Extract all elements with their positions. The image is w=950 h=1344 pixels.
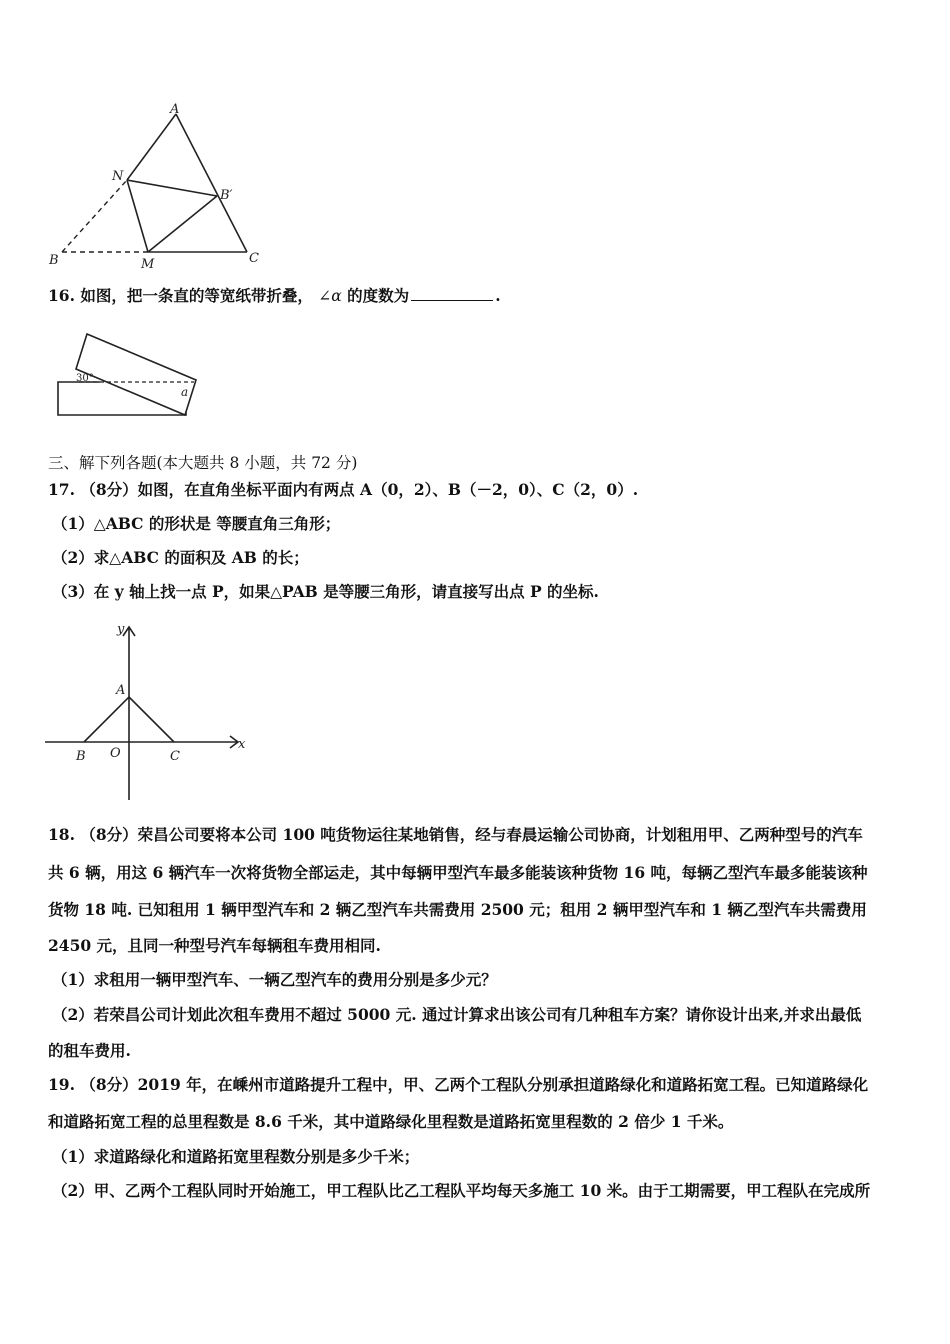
question-17-part-3: （3）在 y 轴上找一点 P，如果△PAB 是等腰三角形，请直接写出点 P 的坐标. <box>52 582 599 601</box>
label-N: N <box>112 169 124 184</box>
question-18-part-2a: （2）若荣昌公司计划此次租车费用不超过 5000 元. 通过计算求出该公司有几种租车方案？请你设计出来,并求出最低 <box>52 1005 862 1024</box>
question-17-part-1: （1）△ABC 的形状是 等腰直角三角形； <box>52 514 341 533</box>
x-axis-label: x <box>238 737 246 752</box>
segment-AC <box>129 697 174 742</box>
folded-strip-figure <box>52 322 202 422</box>
question-19-part-2: （2）甲、乙两个工程队同时开始施工，甲工程队比乙工程队平均每天多施工 10 米。由于工期需要，甲工程队在完成所 <box>52 1181 871 1200</box>
segment-NB-prime <box>127 180 217 196</box>
answer-blank <box>411 286 493 301</box>
question-16-text-after: 的度数为 <box>347 286 410 305</box>
label-A: A <box>170 102 180 117</box>
dashed-segment-BN <box>62 180 127 252</box>
folded-strip <box>76 334 196 415</box>
question-17-part-2: （2）求△ABC 的面积及 AB 的长； <box>52 548 309 567</box>
label-C: C <box>170 749 180 764</box>
angle-symbol: ∠ <box>318 287 332 305</box>
label-B: B <box>76 749 86 764</box>
angle-30-label: 30° <box>76 373 94 384</box>
alpha-label: a <box>181 385 189 399</box>
segment-AB <box>84 697 129 742</box>
label-B-prime: B′ <box>220 188 233 203</box>
segment-NM <box>127 180 148 252</box>
y-axis-label: y <box>117 622 125 637</box>
question-16-number: 16. <box>48 286 75 305</box>
coordinate-plane-figure <box>40 615 255 805</box>
segment-AN <box>127 114 176 180</box>
segment-MB-prime <box>148 196 217 252</box>
triangle-fold-figure <box>40 100 270 275</box>
question-16-end: . <box>495 286 501 305</box>
label-A: A <box>116 683 126 698</box>
label-B: B <box>49 253 59 268</box>
question-18-line-2: 共 6 辆，用这 6 辆汽车一次将货物全部运走，其中每辆甲型汽车最多能装该种货物 16 吨，每辆乙型汽车最多能装该种 <box>48 863 868 882</box>
question-18-part-2b: 的租车费用. <box>48 1041 131 1060</box>
question-17-stem: 17. （8分）如图，在直角坐标平面内有两点 A（0，2）、B（－2，0）、C（2，0）. <box>48 480 639 499</box>
question-16 <box>48 286 501 306</box>
question-16-text-before: 如图，把一条直的等宽纸带折叠， <box>80 286 313 305</box>
question-18-line-4: 2450 元，且同一种型号汽车每辆租车费用相同. <box>48 936 381 955</box>
alpha-symbol: α <box>331 287 342 305</box>
section-3-heading: 三、解下列各题(本大题共 8 小题，共 72 分) <box>48 454 358 472</box>
question-18-part-1: （1）求租用一辆甲型汽车、一辆乙型汽车的费用分别是多少元？ <box>52 970 497 989</box>
question-19-part-1: （1）求道路绿化和道路拓宽里程数分别是多少千米； <box>52 1147 420 1166</box>
question-19-line-2: 和道路拓宽工程的总里程数是 8.6 千米，其中道路绿化里程数是道路拓宽里程数的 2 倍少 1 千米。 <box>48 1112 734 1131</box>
label-C: C <box>249 251 259 266</box>
label-M: M <box>141 257 155 272</box>
segment-AC <box>176 114 247 252</box>
question-19-line-1: 19. （8分）2019 年，在嵊州市道路提升工程中，甲、乙两个工程队分别承担道路绿化和道路拓宽工程。已知道路绿化 <box>48 1075 869 1094</box>
label-O: O <box>110 746 121 761</box>
question-18-line-3: 货物 18 吨. 已知租用 1 辆甲型汽车和 2 辆乙型汽车共需费用 2500 元；租用 2 辆甲型汽车和 1 辆乙型汽车共需费用 <box>48 900 867 919</box>
question-18-line-1: 18. （8分）荣昌公司要将本公司 100 吨货物运往某地销售，经与春晨运输公司协商，计划租用甲、乙两种型号的汽车 <box>48 825 863 844</box>
